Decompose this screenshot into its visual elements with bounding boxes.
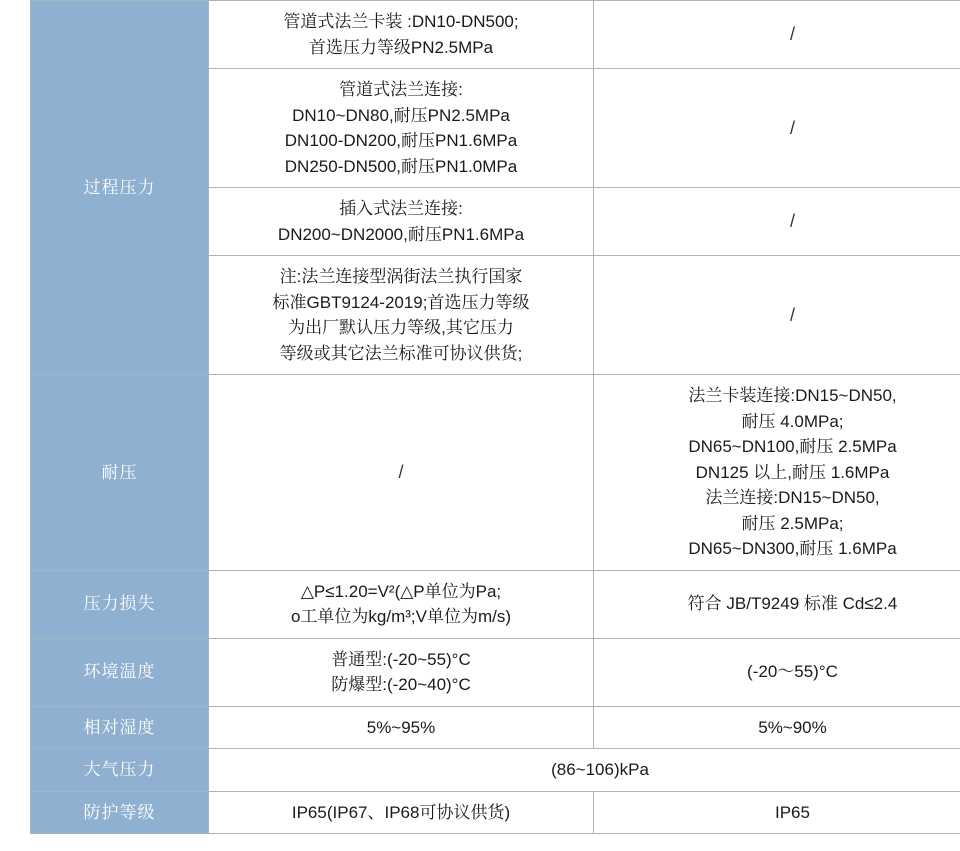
cell-right	[594, 188, 960, 256]
row-label-process-pressure: 过程压力	[31, 1, 209, 375]
cell-line: IP65(IP67、IP68可协议供货)	[291, 802, 511, 822]
specification-table	[30, 0, 960, 834]
cell-line: DN10~DN80,耐压PN2.5MPa	[292, 105, 510, 125]
row-label-pressure-loss: 压力损失	[31, 570, 209, 638]
table-row	[31, 749, 960, 792]
cell-line: 防爆型:(-20~40)°C	[331, 675, 471, 694]
cell-right	[594, 791, 960, 834]
cell-line: 耐压 4.0MPa;	[741, 411, 844, 431]
cell-middle	[209, 375, 594, 571]
cell-middle	[209, 706, 594, 749]
row-label-pressure-resistance: 耐压	[31, 375, 209, 571]
cell-line: /	[789, 211, 795, 231]
cell-line: 为出厂默认压力等级,其它压力	[288, 318, 514, 337]
cell-line: 管道式法兰卡装 :DN10-DN500;	[283, 12, 519, 31]
cell-middle	[209, 69, 594, 188]
cell-line: DN100-DN200,耐压PN1.6MPa	[284, 131, 518, 150]
cell-middle	[209, 638, 594, 706]
cell-line: 法兰卡装连接:DN15~DN50,	[688, 386, 897, 405]
table-body	[31, 1, 960, 834]
cell-line: 5%~90%	[758, 717, 827, 737]
cell-line: IP65	[775, 802, 810, 822]
cell-middle	[209, 188, 594, 256]
cell-line: DN250-DN500,耐压PN1.0MPa	[284, 156, 518, 176]
cell-line: 插入式法兰连接:	[339, 199, 463, 218]
cell-line: 注:法兰连接型涡街法兰执行国家	[279, 267, 523, 286]
table-row	[31, 1, 960, 69]
table-row	[31, 638, 960, 706]
table-row	[31, 375, 960, 571]
cell-right	[594, 1, 960, 69]
table-row	[31, 791, 960, 834]
cell-line: o工单位为kg/m³;V单位为m/s)	[290, 607, 512, 626]
cell-line: 符合 JB/T9249 标准 Cd≤2.4	[687, 594, 898, 614]
row-label-relative-humidity: 相对湿度	[31, 706, 209, 749]
cell-line: 等级或其它法兰标准可协议供货;	[279, 343, 523, 363]
cell-line: /	[789, 304, 795, 325]
cell-middle	[209, 791, 594, 834]
cell-merged	[209, 749, 960, 792]
cell-line: 5%~95%	[366, 717, 436, 737]
row-label-protection-grade: 防护等级	[31, 791, 209, 834]
cell-line: 法兰连接:DN15~DN50,	[705, 488, 880, 507]
cell-right	[594, 375, 960, 571]
cell-line: △P≤1.20=V²(△P单位为Pa;	[300, 581, 502, 601]
cell-line: /	[789, 24, 795, 44]
cell-line: 管道式法兰连接:	[339, 80, 463, 99]
cell-line: DN125 以上,耐压 1.6MPa	[695, 462, 890, 482]
cell-line: 耐压 2.5MPa;	[741, 513, 844, 533]
cell-right	[594, 69, 960, 188]
cell-line: /	[398, 461, 404, 482]
cell-line: /	[789, 117, 795, 138]
table-row	[31, 570, 960, 638]
cell-line: DN65~DN300,耐压 1.6MPa	[688, 539, 897, 558]
cell-line: 首选压力等级PN2.5MPa	[308, 37, 494, 57]
cell-middle	[209, 1, 594, 69]
cell-line: (-20～55)°C	[747, 662, 838, 682]
cell-middle	[209, 570, 594, 638]
cell-middle	[209, 256, 594, 375]
cell-line: (86~106)kPa	[551, 760, 649, 779]
cell-right	[594, 706, 960, 749]
table-row	[31, 706, 960, 749]
cell-line: DN65~DN100,耐压 2.5MPa	[688, 437, 897, 456]
cell-line: 普通型:(-20~55)°C	[331, 649, 471, 669]
cell-right	[594, 256, 960, 375]
cell-line: DN200~DN2000,耐压PN1.6MPa	[277, 224, 525, 244]
cell-right	[594, 570, 960, 638]
row-label-ambient-temperature: 环境温度	[31, 638, 209, 706]
cell-right	[594, 638, 960, 706]
row-label-atmospheric-pressure: 大气压力	[31, 749, 209, 792]
cell-line: 标准GBT9124-2019;首选压力等级	[272, 292, 530, 312]
